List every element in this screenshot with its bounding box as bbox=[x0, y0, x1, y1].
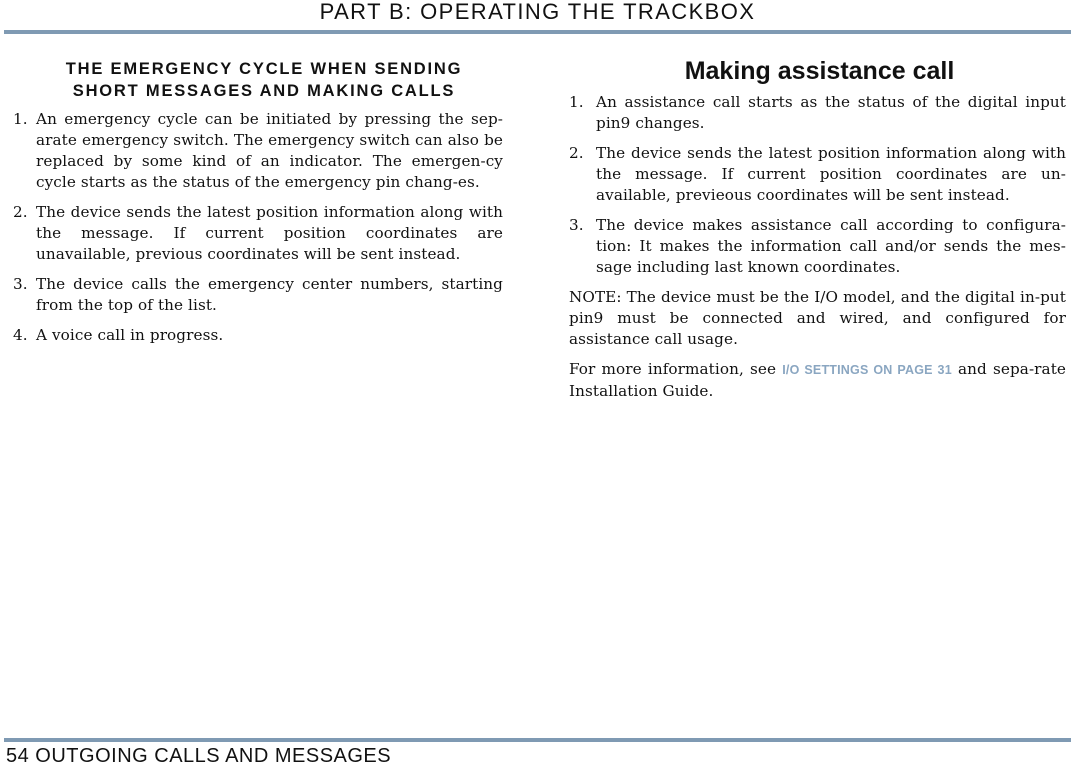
page-header-title: PART B: OPERATING THE TRACKBOX bbox=[319, 0, 756, 24]
footer-rule bbox=[4, 738, 1071, 742]
list-item bbox=[13, 325, 503, 346]
list-item bbox=[13, 274, 503, 316]
emergency-cycle-heading-line2: SHORT MESSAGES AND MAKING CALLS bbox=[72, 82, 456, 100]
step-text: The device calls the emergency center numbers, starting from the top of the list. bbox=[36, 275, 503, 314]
step-number: 4. bbox=[13, 326, 28, 344]
assistance-call-heading: Making assistance call bbox=[684, 57, 955, 85]
more-info-suffix: and sepa-rate Installation Guide. bbox=[569, 360, 1066, 400]
list-item bbox=[569, 92, 1066, 134]
more-info-paragraph bbox=[569, 359, 1066, 402]
step-text: An emergency cycle can be initiated by pressing the sep-arate emergency switch. The emergency switch can also be replaced by some kind of an indicator. The emergen-cy cycle starts as the status of the emergency pin chang-es. bbox=[36, 110, 503, 191]
step-number: 1. bbox=[13, 110, 28, 128]
note-paragraph: NOTE: The device must be the I/O model, and the digital in-put pin9 must be connected and wired, and configured for assistance call usage. bbox=[569, 288, 1066, 348]
step-number: 1. bbox=[569, 93, 584, 111]
step-number: 2. bbox=[13, 203, 28, 221]
step-number: 2. bbox=[569, 144, 584, 162]
step-text: The device makes assistance call according to configura-tion: It makes the information call and/or sends the mes-sage including last known coordinates. bbox=[596, 216, 1066, 276]
list-item bbox=[13, 109, 503, 193]
step-text: The device sends the latest position information along with the message. If current position coordinates are unavailable, previous coordinates will be sent instead. bbox=[36, 203, 503, 263]
more-info-prefix: For more information, see bbox=[569, 360, 783, 378]
step-number: 3. bbox=[13, 275, 28, 293]
io-settings-link[interactable]: I/O SETTINGS ON PAGE 31 bbox=[782, 363, 952, 377]
list-item bbox=[569, 143, 1066, 206]
assistance-call-steps bbox=[569, 92, 1066, 278]
emergency-cycle-heading-line1: THE EMERGENCY CYCLE WHEN SENDING bbox=[65, 60, 463, 78]
step-text: An assistance call starts as the status of the digital input pin9 changes. bbox=[596, 93, 1066, 132]
list-item bbox=[569, 215, 1066, 278]
list-item bbox=[13, 202, 503, 265]
emergency-cycle-section bbox=[13, 58, 503, 355]
step-number: 3. bbox=[569, 216, 584, 234]
header-rule bbox=[4, 30, 1071, 34]
emergency-cycle-heading bbox=[13, 58, 503, 102]
assistance-call-section bbox=[569, 56, 1066, 411]
emergency-cycle-steps bbox=[13, 109, 503, 346]
step-text: A voice call in progress. bbox=[36, 326, 224, 344]
step-text: The device sends the latest position information along with the message. If current position coordinates are un-available, previeous coordinates will be sent instead. bbox=[596, 144, 1066, 204]
page-footer: 54 OUTGOING CALLS AND MESSAGES bbox=[6, 745, 392, 767]
